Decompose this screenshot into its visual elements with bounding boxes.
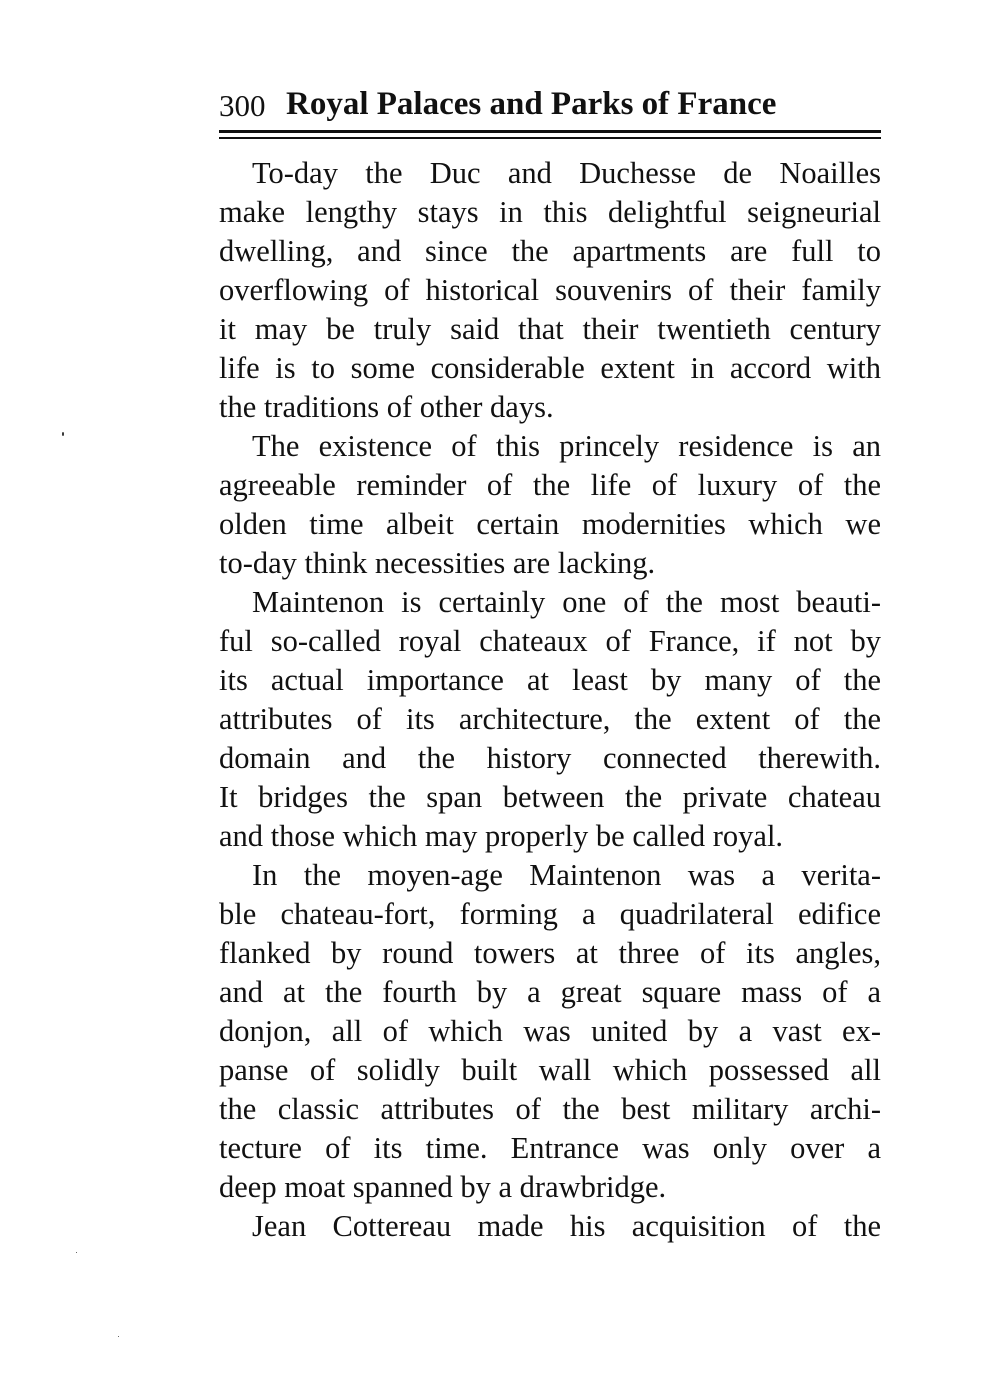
text-line: and those which may properly be called royal.	[219, 819, 784, 853]
text-line: olden time albeit certain modernities which we	[219, 507, 881, 541]
text-line: deep moat spanned by a drawbridge.	[219, 1170, 667, 1204]
header-rule-top	[219, 130, 881, 133]
book-title: Royal Palaces and Parks of France	[286, 86, 777, 122]
text-line: dwelling, and since the apartments are full to	[219, 234, 881, 268]
text-line: ful so-called royal chateaux of France, if not by	[219, 624, 881, 658]
body-text	[219, 154, 881, 1246]
scan-speck	[76, 1252, 77, 1253]
text-line: the traditions of other days.	[219, 390, 554, 424]
running-head	[219, 86, 881, 130]
text-line: its actual importance at least by many of the	[219, 663, 881, 697]
text-line: Maintenon is certainly one of the most beauti-	[252, 585, 881, 619]
text-line: It bridges the span between the private chateau	[219, 780, 881, 814]
text-line: To-day the Duc and Duchesse de Noailles	[252, 156, 881, 190]
scan-speck	[118, 1336, 119, 1337]
text-line: agreeable reminder of the life of luxury of the	[219, 468, 881, 502]
text-line: the classic attributes of the best military archi-	[219, 1092, 881, 1126]
text-line: tecture of its time. Entrance was only over a	[219, 1131, 881, 1165]
text-line: Jean Cottereau made his acquisition of the	[252, 1209, 881, 1243]
text-line: donjon, all of which was united by a vast ex-	[219, 1014, 881, 1048]
scan-speck	[62, 432, 64, 436]
text-line: panse of solidly built wall which possessed all	[219, 1053, 881, 1087]
text-line: it may be truly said that their twentieth century	[219, 312, 881, 346]
text-line: and at the fourth by a great square mass of a	[219, 975, 881, 1009]
text-line: In the moyen-age Maintenon was a verita-	[252, 858, 881, 892]
text-line: The existence of this princely residence is an	[252, 429, 881, 463]
text-line: life is to some considerable extent in accord with	[219, 351, 881, 385]
text-line: domain and the history connected therewith.	[219, 741, 881, 775]
text-line: flanked by round towers at three of its angles,	[219, 936, 881, 970]
page-number: 300	[219, 88, 266, 123]
text-line: attributes of its architecture, the extent of the	[219, 702, 881, 736]
text-line: make lengthy stays in this delightful seigneurial	[219, 195, 881, 229]
text-line: overflowing of historical souvenirs of their family	[219, 273, 881, 307]
header-rule-bottom	[219, 137, 881, 139]
text-line: ble chateau-fort, forming a quadrilateral edifice	[219, 897, 881, 931]
text-line: to-day think necessities are lacking.	[219, 546, 656, 580]
